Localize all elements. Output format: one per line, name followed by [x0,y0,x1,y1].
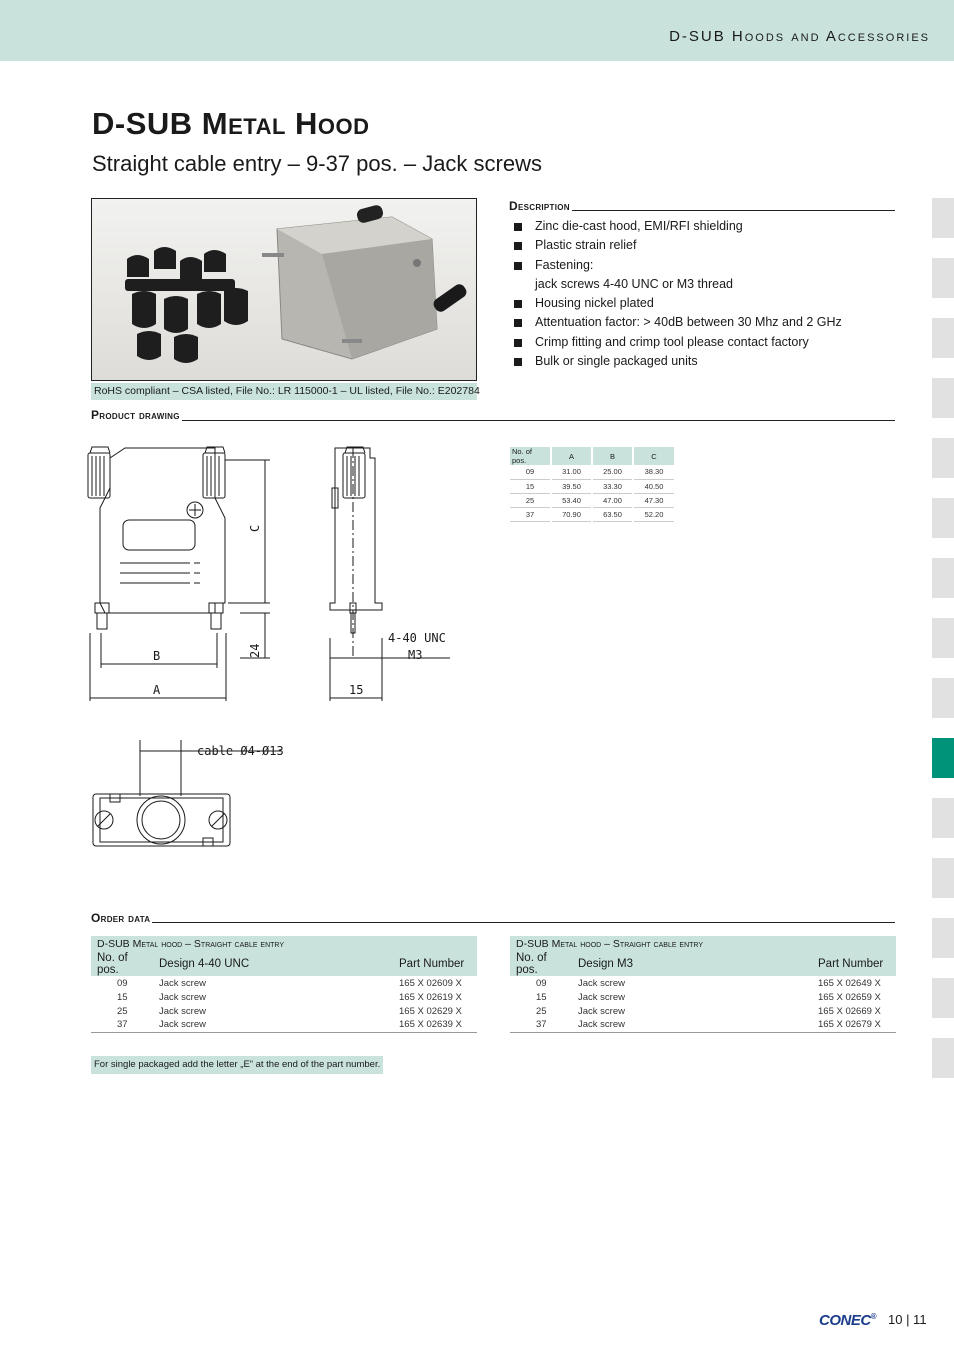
order-table-caption: D-SUB Metal hood – Straight cable entry [91,936,477,952]
rohs-note: RoHS compliant – CSA listed, File No.: LR 115000-1 – UL listed, File No.: E202784 [91,383,477,400]
dim-header: B [592,447,633,465]
drawing-label: Product drawing [91,408,180,422]
bullet-icon [514,319,522,327]
order-header: Design M3 [572,952,812,976]
order-header: No. of pos. [91,952,153,976]
chapter-tab-active[interactable] [932,738,954,778]
chapter-tab[interactable] [932,378,954,418]
description-item: Fastening: [512,256,892,275]
table-row: 09 Jack screw 165 X 02649 X [536,977,881,989]
section-title: D-SUB Hoods and Accessories [669,28,930,45]
dim-header: No. of pos. [510,447,551,465]
order-table-caption: D-SUB Metal hood – Straight cable entry [510,936,896,952]
technical-drawing [85,428,465,858]
dim-header: C [633,447,674,465]
description-item: Attentuation factor: > 40dB between 30 Mhz and 2 GHz [512,313,892,332]
thread-m3-label: M3 [408,648,423,662]
order-table-unc [91,936,477,1033]
cable-diameter-label: cable Ø4-Ø13 [197,744,284,758]
chapter-tab[interactable] [932,1038,954,1078]
single-pack-note: For single packaged add the letter „E” at the end of the part number. [91,1056,383,1074]
bullet-icon [514,262,522,270]
thread-unc-label: 4-40 UNC [388,631,446,645]
chapter-tab[interactable] [932,798,954,838]
page-title: D-SUB Metal Hood [92,106,370,141]
chapter-tab[interactable] [932,858,954,898]
product-photo-illustration [92,199,477,381]
order-label: Order data [91,911,151,925]
order-header: Part Number [812,952,896,976]
description-item: Zinc die-cast hood, EMI/RFI shielding [512,217,892,236]
description-item: Housing nickel plated [512,294,892,313]
page-subtitle: Straight cable entry – 9-37 pos. – Jack screws [92,151,542,176]
table-row: 25 Jack screw 165 X 02629 X [117,1005,462,1017]
order-header: No. of pos. [510,952,572,976]
chapter-tabs [932,198,954,1098]
chapter-tab[interactable] [932,498,954,538]
chapter-tab[interactable] [932,258,954,298]
description-item: Plastic strain relief [512,236,892,255]
chapter-tab[interactable] [932,318,954,358]
bullet-icon [514,242,522,250]
product-photo [91,198,477,381]
table-row: 25 53.40 47.00 47.30 [510,493,674,507]
table-row: 09 31.00 25.00 38.30 [510,465,674,479]
order-header: Design 4-40 UNC [153,952,393,976]
description-item: Bulk or single packaged units [512,352,892,371]
dim-a-label: A [153,683,161,697]
order-rule [91,922,895,923]
bullet-icon [514,300,522,308]
table-row: 37 Jack screw 165 X 02639 X [91,1018,477,1032]
chapter-tab[interactable] [932,618,954,658]
table-row: 15 Jack screw 165 X 02659 X [536,991,881,1003]
chapter-tab[interactable] [932,558,954,598]
description-label: Description [509,199,570,213]
dim-header: A [551,447,592,465]
order-header: Part Number [393,952,477,976]
order-table-m3 [510,936,896,1033]
dim-c-label: C [248,524,262,532]
table-row: 37 Jack screw 165 X 02679 X [510,1018,896,1032]
dimensions-table [510,447,674,522]
dim-15-label: 15 [349,683,364,697]
chapter-tab[interactable] [932,918,954,958]
conec-logo: CONEC® [819,1312,877,1329]
page-number: 10 | 11 [888,1312,927,1327]
bullet-icon [514,223,522,231]
description-item: Crimp fitting and crimp tool please contact factory [512,333,892,352]
table-row: 37 70.90 63.50 52.20 [510,507,674,521]
dim-b-label: B [153,649,161,663]
description-item-continued: jack screws 4-40 UNC or M3 thread [535,276,733,291]
bullet-icon [514,358,522,366]
table-row: 25 Jack screw 165 X 02669 X [536,1005,881,1017]
chapter-tab[interactable] [932,978,954,1018]
dim-24-label: 24 [248,643,262,658]
chapter-tab[interactable] [932,198,954,238]
chapter-tab[interactable] [932,438,954,478]
drawing-rule [91,420,895,421]
table-row: 15 39.50 33.30 40.50 [510,479,674,493]
table-row: 09 Jack screw 165 X 02609 X [117,977,462,989]
chapter-tab[interactable] [932,678,954,718]
table-row: 15 Jack screw 165 X 02619 X [117,991,462,1003]
bullet-icon [514,339,522,347]
description-list [512,217,892,371]
